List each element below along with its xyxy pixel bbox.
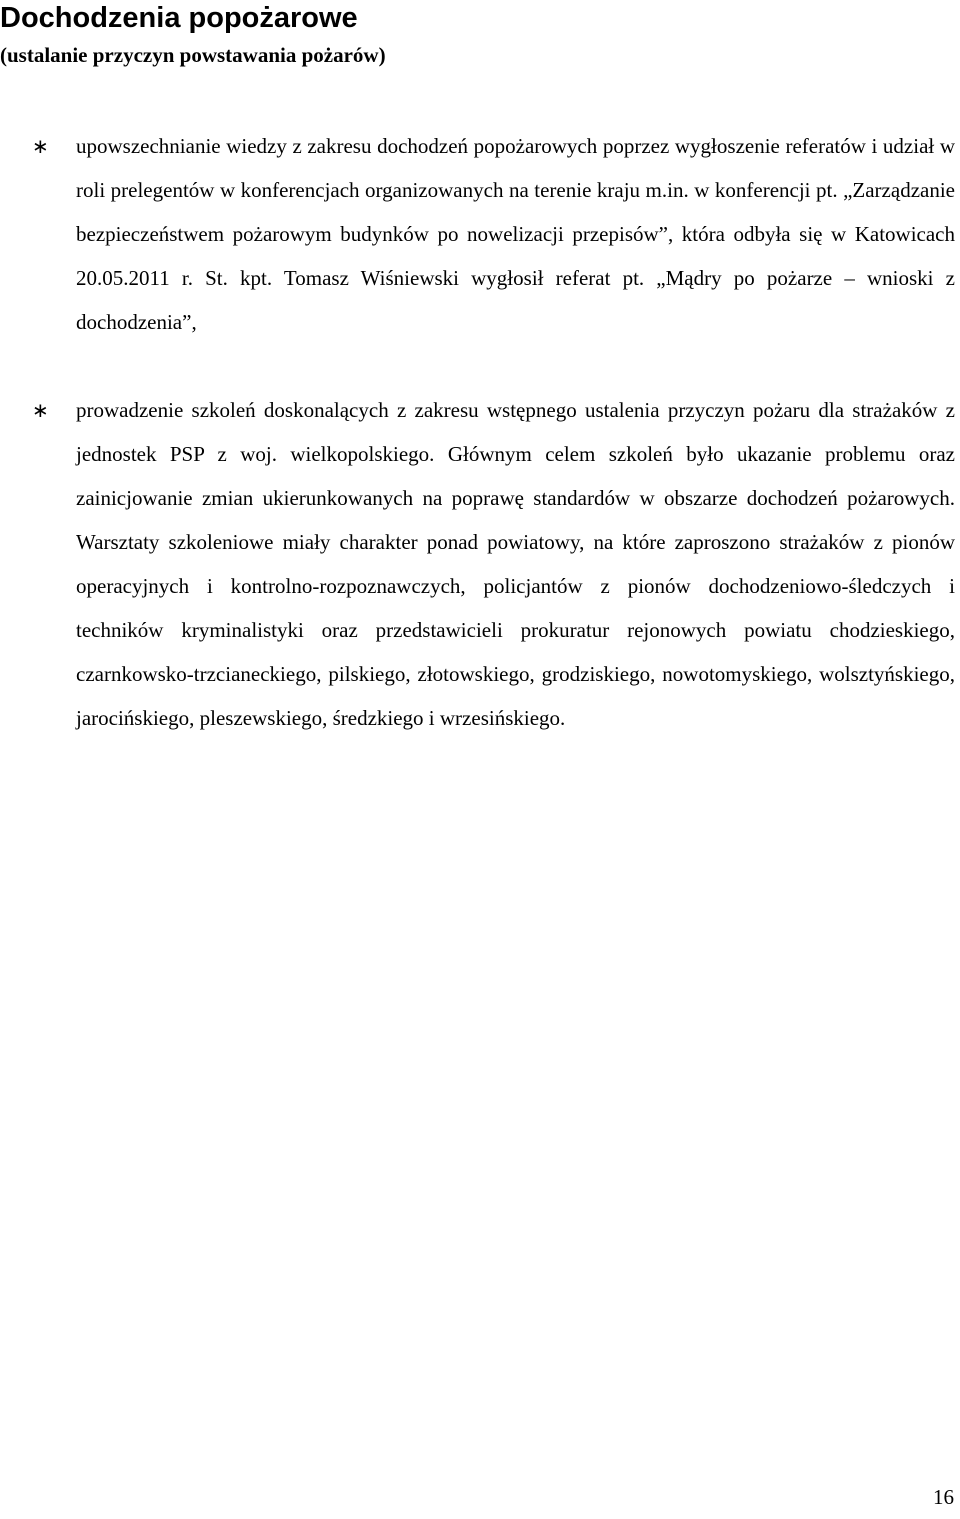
page-subtitle: (ustalanie przyczyn powstawania pożarów) (0, 43, 386, 67)
list-item-text: upowszechnianie wiedzy z zakresu dochodzeń popożarowych poprzez wygłoszenie referatów i udział w roli prelegentów w konferencjach organizowanych na terenie kraju m.in. w konferencji pt. „Zarządzanie bezpieczeństwem pożarowym budynków po nowelizacji przepisów”, która odbyła się w Katowicach 20.05.2011 r. St. kpt. Tomasz Wiśniewski wygłosił referat pt. „Mądry po pożarze – wnioski z dochodzenia”, (76, 134, 955, 334)
page-number: 16 (933, 1485, 954, 1509)
list-item-text: prowadzenie szkoleń doskonalących z zakresu wstępnego ustalenia przyczyn pożaru dla strażaków z jednostek PSP z woj. wielkopolskiego. Głównym celem szkoleń było ukazanie problemu oraz zainicjowanie zmian ukierunkowanych na poprawę standardów w obszarze dochodzeń pożarowych. Warsztaty szkoleniowe miały charakter ponad powiatowy, na które zaproszono strażaków z pionów operacyjnych i kontrolno-rozpoznawczych, policjantów z pionów dochodzeniowo-śledczych i techników kryminalistyki oraz przedstawicieli prokuratur rejonowych powiatu chodzieskiego, czarnkowsko-trzcianeckiego, pilskiego, złotowskiego, grodziskiego, nowotomyskiego, wolsztyńskiego, jarocińskiego, pleszewskiego, średzkiego i wrzesińskiego. (76, 398, 955, 730)
page-title: Dochodzenia popożarowe (0, 2, 358, 34)
bullet-icon: ∗ (32, 398, 49, 422)
bullet-icon: ∗ (32, 134, 49, 158)
